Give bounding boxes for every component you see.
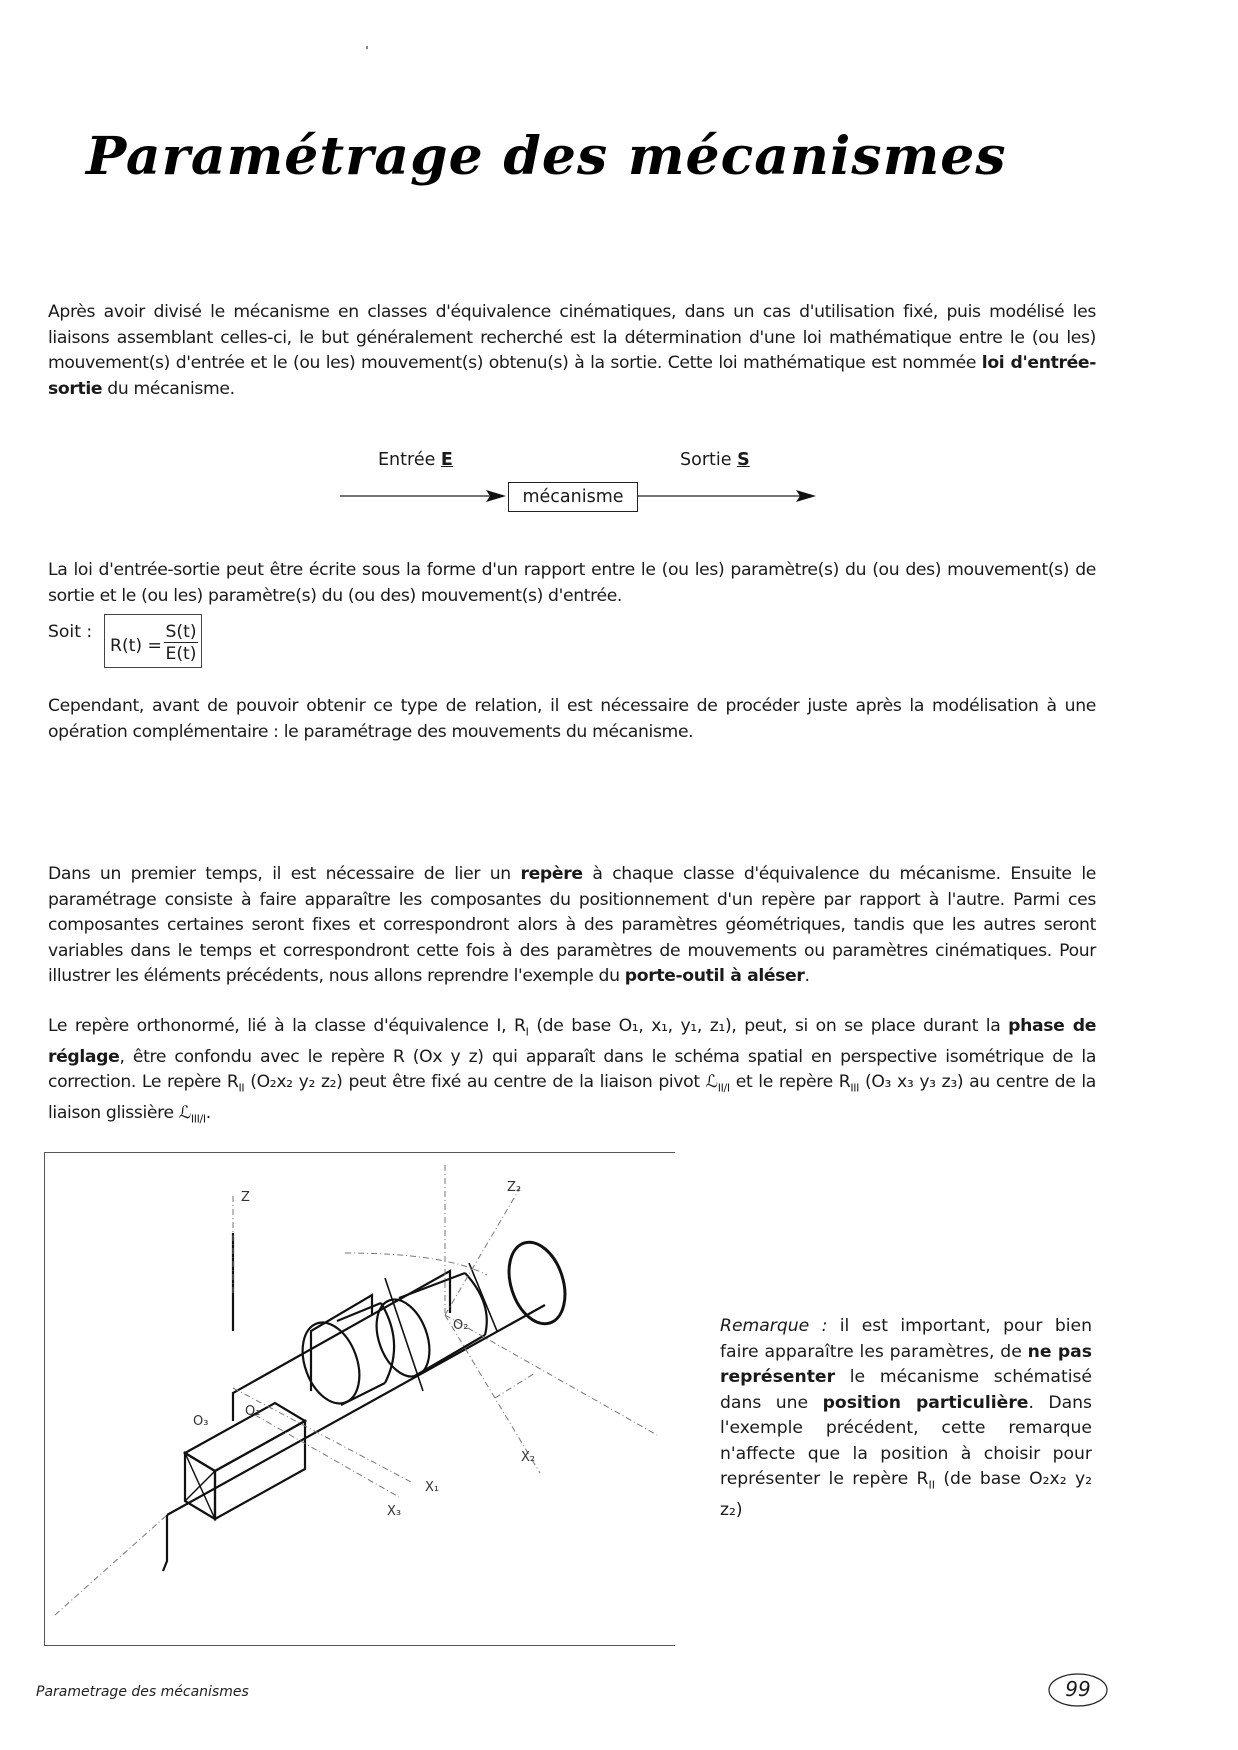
- ortho-text-7: (O₃ x₃ y₃ z₃) au centre de la liaison glissière ℒ: [48, 1072, 1096, 1124]
- ortho-sub-III-I: III/I: [190, 1112, 206, 1126]
- frame-text-3: .: [804, 966, 810, 986]
- x1-axis: [233, 1388, 413, 1483]
- label-x3: X₃: [387, 1504, 402, 1519]
- remark-bold-2: position particulière: [822, 1392, 1029, 1413]
- angle-mark: [495, 1373, 535, 1398]
- frame-bold-tool: porte-outil à aléser: [624, 966, 805, 986]
- label-x2: X₂: [521, 1450, 536, 1465]
- axis-extension: [55, 1515, 167, 1615]
- label-z: Z: [241, 1190, 250, 1205]
- ortho-bold-phase: phase de réglage: [48, 1016, 1097, 1067]
- cylinder-1-back: [381, 1303, 394, 1383]
- page-title: Paramétrage des mécanismes: [86, 126, 1007, 187]
- mechanism-solid-lines: [163, 1233, 575, 1571]
- main-shaft: [167, 1305, 545, 1515]
- radial-line: [445, 1315, 657, 1435]
- io-flow-diagram: [340, 444, 820, 514]
- page-number: 99: [1065, 1677, 1091, 1701]
- page-number-badge: [1047, 1670, 1109, 1710]
- mechanism-box: mécanisme: [508, 482, 638, 512]
- label-o1: O₁: [245, 1404, 261, 1419]
- footer-running-title: Parametrage des mécanismes: [36, 1684, 249, 1700]
- frame-paragraph: [48, 862, 1096, 990]
- ortho-sub-I: I: [525, 1025, 529, 1039]
- ortho-sub-II: II: [238, 1081, 245, 1095]
- rotation-arc: [345, 1253, 487, 1275]
- intro-paragraph: [48, 300, 1096, 402]
- ortho-text-2: (de base O: [528, 1016, 632, 1036]
- label-o2: O₂: [453, 1318, 469, 1333]
- remark-sub: II: [928, 1478, 936, 1492]
- output-label: [680, 450, 750, 470]
- ortho-text-1: Le repère orthonormé, lié à la classe d'équivalence I, R: [48, 1016, 526, 1036]
- remark-text-4: (de base O₂x₂ y₂ z₂): [720, 1469, 1093, 1520]
- intro-text: Après avoir divisé le mécanisme en classes d'équivalence cinématiques, dans un cas d'utilisation fixé, puis modélisé les liaisons assemblant celles-ci, le but généralement recherché est la détermination d'une loi mathématique entre le (ou les) mouvement(s) d'entrée et le (ou les) mouvement(s) obtenu(s) à la sortie. Cette loi mathématique est nommée: [48, 302, 1096, 373]
- output-symbol: S: [737, 450, 750, 470]
- formula-prefix: Soit :: [48, 622, 93, 642]
- ortho-text-4: , être confondu avec le repère R (Ox y z) qui apparaît dans le schéma spatial en perspective isométrique de la correction. Le repère R: [48, 1046, 1096, 1093]
- ortho-text-5: (O₂x₂ y₂ z₂) peut être fixé au centre de la liaison pivot ℒ: [244, 1072, 718, 1093]
- remark-text-3: . Dans l'exemple précédent, cette remarque n'affecte que la position à choisir pour représenter le repère R: [720, 1392, 1092, 1489]
- tool-disk: [499, 1235, 574, 1331]
- remark-text-1: il est important, pour bien faire apparaître les paramètres, de: [720, 1316, 1092, 1362]
- ortho-text-3: ), peut, si on se place durant la: [724, 1016, 1009, 1036]
- remark-bold-1: ne pas représenter: [720, 1341, 1093, 1387]
- ortho-text-8: .: [205, 1103, 211, 1124]
- figure-labels: [193, 1180, 535, 1519]
- intro-bold-term: loi d'entrée-sortie: [48, 353, 1096, 399]
- frame-bold-repere: repère: [520, 864, 583, 884]
- output-label-text: Sortie: [680, 450, 738, 470]
- mechanism-sketch-figure: [44, 1152, 675, 1646]
- input-label-text: Entrée: [378, 450, 441, 470]
- ortho-text-6: et le repère R: [729, 1072, 851, 1093]
- input-label: [378, 450, 453, 470]
- remark-note: [720, 1314, 1092, 1523]
- label-z2: Z₂: [507, 1180, 522, 1195]
- formula-fraction: [164, 622, 198, 665]
- frame-text-1: Dans un premier temps, il est nécessaire de lier un: [48, 864, 521, 884]
- ortho-sub-III: III: [850, 1081, 860, 1095]
- remark-label: Remarque :: [720, 1316, 828, 1336]
- ortho-sub-II-I: II/I: [717, 1081, 730, 1095]
- intro-text-end: du mécanisme.: [102, 378, 235, 399]
- scan-speck: [366, 46, 368, 49]
- pivot-mark-2: [469, 1263, 497, 1331]
- label-x1: X₁: [425, 1480, 440, 1495]
- isometric-sketch: [45, 1153, 675, 1645]
- input-symbol: E: [440, 450, 453, 470]
- however-paragraph: Cependant, avant de pouvoir obtenir ce type de relation, il est nécessaire de procéder juste après la modélisation à une opération complémentaire : le paramétrage des mouvements du mécanisme.: [48, 696, 1096, 742]
- frame-bracket: [233, 1271, 450, 1421]
- io-law-paragraph: La loi d'entrée-sortie peut être écrite sous la forme d'un rapport entre le (ou les) paramètre(s) du (ou des) mouvement(s) de sortie et le (ou les) paramètre(s) du (ou des) mouvement(s) d'entrée.: [48, 560, 1096, 606]
- ratio-formula: [48, 622, 197, 664]
- frame-text-2: à chaque classe d'équivalence du mécanisme. Ensuite le paramétrage consiste à faire apparaître les composantes du positionnement d'un repère par rapport à l'autre. Parmi ces composantes certaines seront fixes et correspondront alors à des paramètres géométriques, tandis que les autres seront variables dans le temps et correspondront cette fois à des paramètres de mouvements ou paramètres cinématiques. Pour illustrer les éléments précédents, nous allons reprendre l'exemple du: [48, 864, 1096, 986]
- formula-numerator: S(t): [165, 622, 197, 642]
- ortho-base-vectors: ₁, x₁, y₁, z₁: [631, 1016, 725, 1036]
- formula-lhs: R(t) =: [110, 636, 162, 656]
- orthonormal-paragraph: [48, 1014, 1096, 1132]
- formula-denominator: E(t): [165, 644, 197, 664]
- base-stub: [163, 1515, 167, 1571]
- remark-text-2: le mécanisme schématisé dans une: [720, 1367, 1092, 1413]
- label-o3: O₃: [193, 1414, 209, 1429]
